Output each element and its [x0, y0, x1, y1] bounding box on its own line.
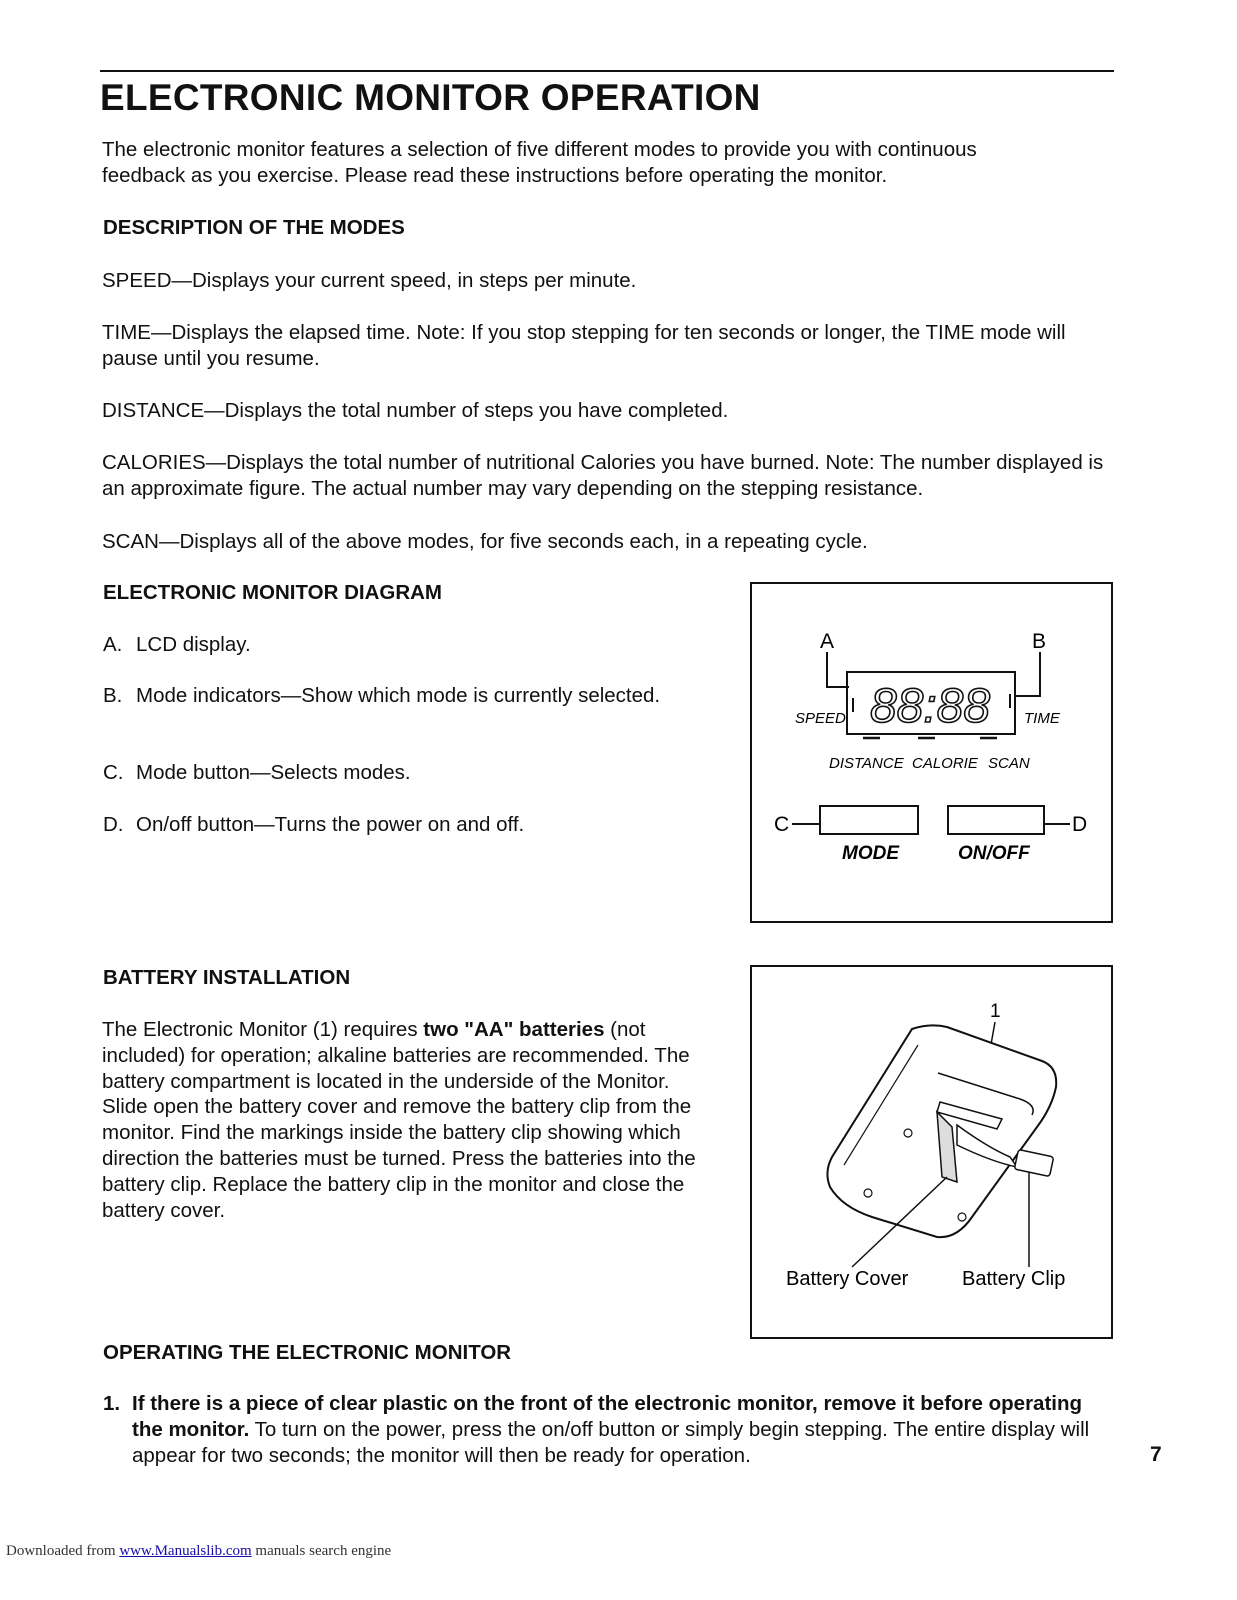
- scan-label: SCAN: [988, 755, 1030, 772]
- mode-calories: CALORIES—Displays the total number of nutritional Calories you have burned. Note: The number displayed is an approximate figure. The actual number may vary depending on the stepping resistance.: [102, 451, 1104, 500]
- leader-b: [1016, 652, 1040, 696]
- operating-step-1: [103, 1391, 1113, 1469]
- calorie-label: CALORIE: [912, 755, 978, 772]
- download-footer: [6, 1543, 391, 1560]
- list-letter: C.: [103, 761, 124, 784]
- diagram-item-b: [103, 683, 663, 709]
- step-normal-text: To turn on the power, press the on/off button or simply begin stepping. The entire display will appear for two seconds; the monitor will then be ready for operation.: [132, 1418, 1090, 1467]
- diagram-item-c: [103, 760, 663, 786]
- battery-clip-label: Battery Clip: [962, 1268, 1066, 1290]
- modes-heading: DESCRIPTION OF THE MODES: [103, 216, 405, 239]
- battery-text-end: (not included) for operation; alkaline batteries are recommended. The battery compartment is located in the underside of the Monitor. Slide open the battery cover and remove the battery clip from the monitor. Find the markings inside the battery clip showing which direction the batteries must be turned. Press the batteries into the battery clip. Replace the battery clip in the monitor and close the battery cover.: [102, 1018, 696, 1222]
- mode-label: MODE: [842, 843, 899, 864]
- list-letter: D.: [103, 813, 124, 836]
- label-d: D: [1072, 813, 1088, 836]
- footer-suffix: manuals search engine: [251, 1543, 392, 1559]
- operating-heading: OPERATING THE ELECTRONIC MONITOR: [103, 1341, 512, 1364]
- page-title: ELECTRONIC MONITOR OPERATION: [100, 77, 761, 118]
- onoff-label: ON/OFF: [958, 843, 1030, 864]
- lcd-digits: 88:88: [869, 680, 991, 733]
- list-text: Mode indicators—Show which mode is currently selected.: [136, 684, 661, 707]
- label-c: C: [774, 813, 790, 836]
- mode-time: TIME—Displays the elapsed time. Note: If you stop stepping for ten seconds or longer, the TIME mode will pause until you resume.: [102, 321, 1066, 370]
- battery-text-start: The Electronic Monitor (1) requires: [102, 1018, 424, 1041]
- top-rule: [100, 70, 1114, 72]
- mode-button[interactable]: [820, 806, 918, 834]
- mode-scan: SCAN—Displays all of the above modes, for five seconds each, in a repeating cycle.: [102, 530, 868, 553]
- list-text: On/off button—Turns the power on and off.: [136, 813, 525, 836]
- battery-diagram: [752, 967, 1111, 1337]
- time-label: TIME: [1024, 710, 1060, 727]
- label-a: A: [820, 630, 835, 653]
- step-bold-text: If there is a piece of clear plastic on the front of the electronic monitor, remove it before operating the monitor.: [132, 1392, 1083, 1441]
- mode-distance: DISTANCE—Displays the total number of steps you have completed.: [102, 399, 729, 422]
- monitor-diagram: [752, 584, 1111, 921]
- list-letter: B.: [103, 684, 123, 707]
- list-text: Mode button—Selects modes.: [136, 761, 411, 784]
- leader-a: [827, 652, 849, 687]
- mode-speed: SPEED—Displays your current speed, in steps per minute.: [102, 269, 637, 292]
- speed-label: SPEED: [795, 710, 846, 727]
- list-letter: A.: [103, 633, 123, 656]
- onoff-button[interactable]: [948, 806, 1044, 834]
- callout-1: 1: [990, 1001, 1001, 1022]
- page-number: 7: [1150, 1443, 1162, 1466]
- diagram-item-a: [103, 632, 663, 658]
- step-number: 1.: [103, 1392, 121, 1415]
- battery-heading: BATTERY INSTALLATION: [103, 966, 351, 989]
- intro-paragraph: The electronic monitor features a selection of five different modes to provide you with continuous feedback as you exercise. Please read these instructions before operating the monitor.: [102, 138, 977, 187]
- battery-clip: [1014, 1149, 1053, 1176]
- diagram-item-d: [103, 812, 663, 838]
- battery-cover-label: Battery Cover: [786, 1268, 909, 1290]
- battery-paragraph: [102, 1017, 712, 1223]
- diagram-heading: ELECTRONIC MONITOR DIAGRAM: [103, 581, 443, 604]
- battery-diagram-box: [750, 965, 1113, 1339]
- footer-prefix: Downloaded from: [6, 1543, 120, 1559]
- step-text: [132, 1391, 1113, 1469]
- manualslib-link[interactable]: www.Manualslib.com: [119, 1543, 252, 1559]
- monitor-diagram-box: [750, 582, 1113, 923]
- battery-text-bold: two "AA" batteries: [423, 1018, 605, 1041]
- list-text: LCD display.: [136, 633, 251, 656]
- distance-label: DISTANCE: [829, 755, 904, 772]
- label-b: B: [1032, 630, 1047, 653]
